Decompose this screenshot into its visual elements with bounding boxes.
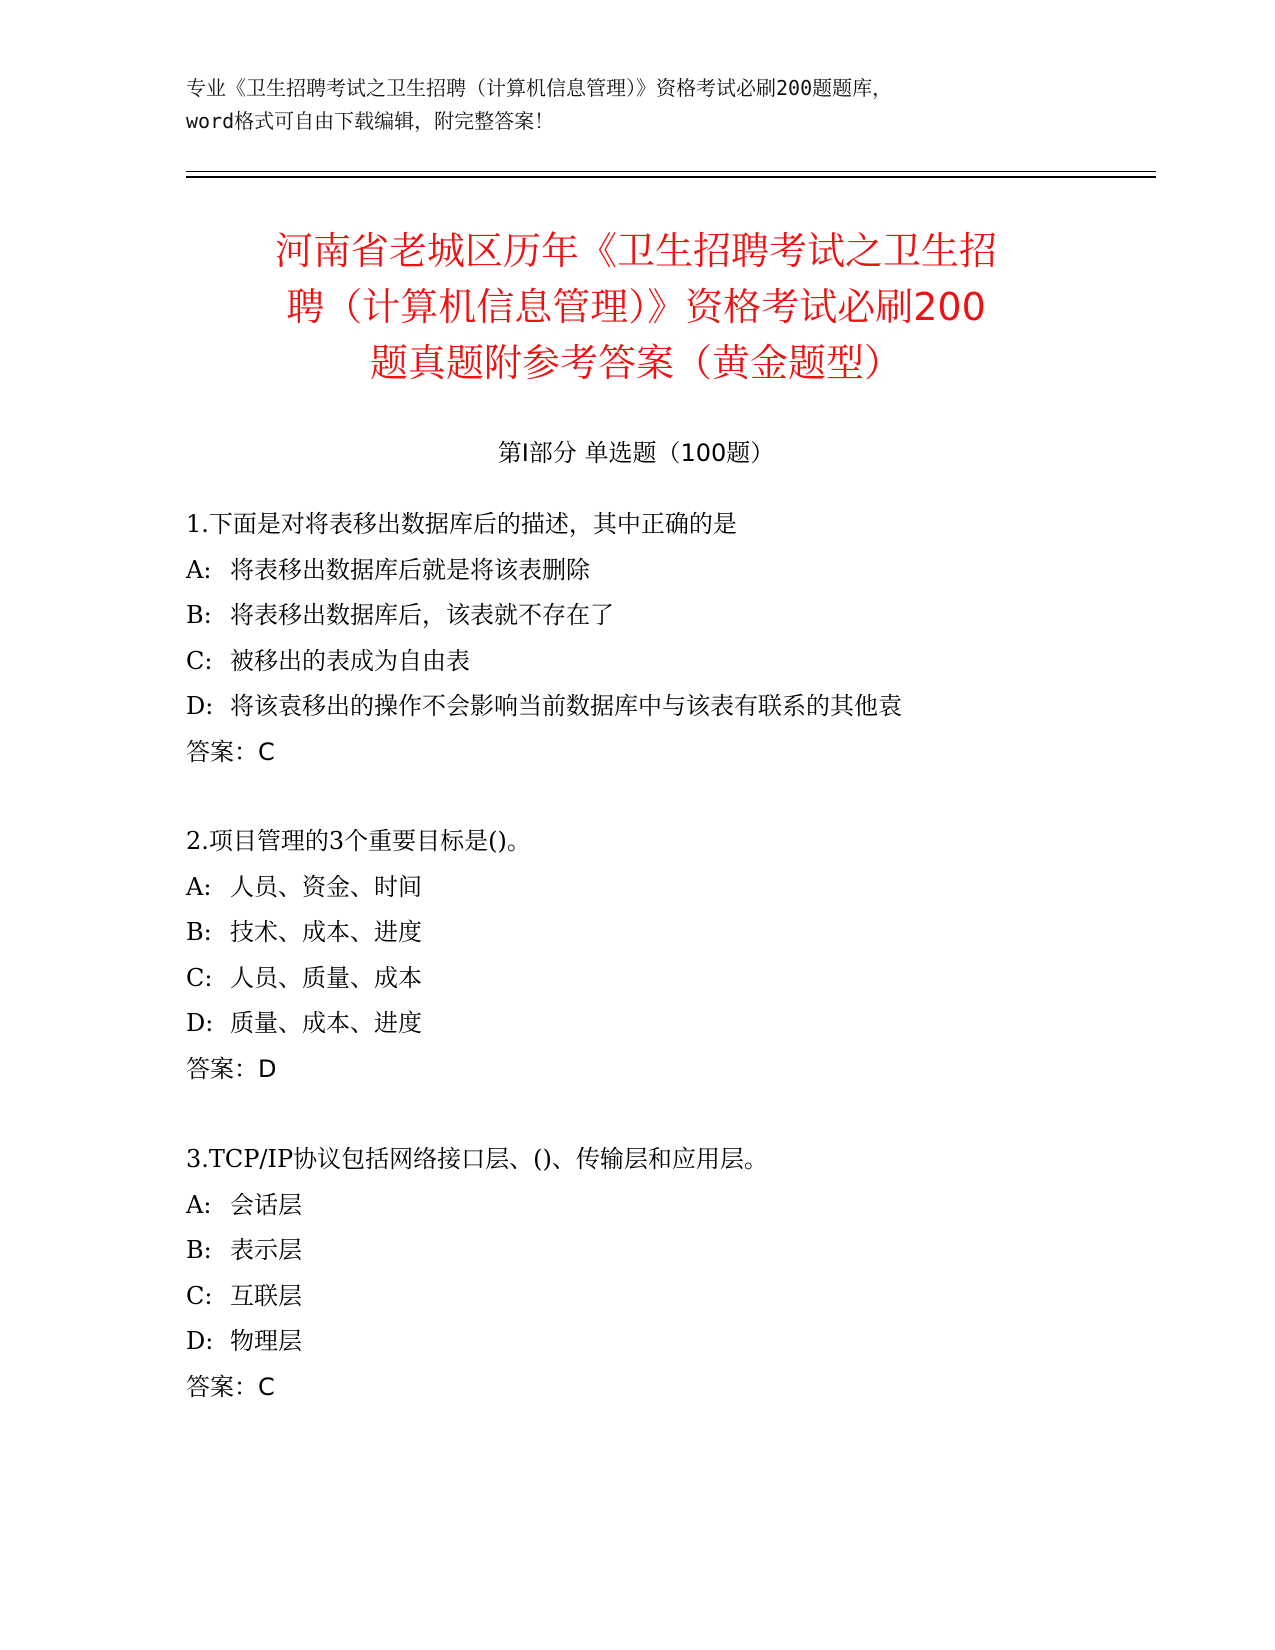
option-text: 人员、质量、成本 [230,963,422,992]
option-text: 技术、成本、进度 [230,918,422,946]
option-text: 将表移出数据库后就是将该表删除 [230,555,590,584]
option-text: 人员、资金、时间 [230,872,422,901]
option-text: 质量、成本、进度 [230,1009,422,1037]
option-text: 将该袁移出的操作不会影响当前数据库中与该表有联系的其他袁 [230,692,902,720]
option-d [186,684,1136,730]
question-2 [186,819,1136,1092]
option-key: C: [186,963,213,992]
header-note-line-2: word格式可自由下载编辑，附完整答案！ [186,109,555,133]
document-title-line-1: 河南省老城区历年《卫生招聘考试之卫生招 [274,229,997,273]
option-key: B: [186,1236,212,1264]
option-d [186,1319,1136,1365]
option-key: C: [186,646,213,675]
option-key: D: [186,1327,214,1355]
document-title-line-2: 聘（计算机信息管理）》资格考试必刷200 [286,285,986,329]
option-text: 将表移出数据库后，该表就不存在了 [230,601,614,629]
option-key: B: [186,601,212,629]
header-rule-thin [186,171,1156,172]
option-key: A: [186,555,212,584]
answer-line: 答案：C [186,737,275,766]
option-key: D: [186,1009,214,1037]
answer-line: 答案：C [186,1372,275,1401]
option-a [186,548,1136,594]
option-key: C: [186,1281,213,1310]
option-text: 会话层 [230,1190,302,1219]
option-key: A: [186,872,212,901]
option-key: D: [186,692,214,720]
option-a [186,1183,1136,1229]
option-key: A: [186,1190,212,1219]
document-title-line-3: 题真题附参考答案（黄金题型） [369,341,902,385]
question-stem: 1.下面是对将表移出数据库后的描述，其中正确的是 [186,510,737,538]
option-c [186,956,1136,1002]
question-3 [186,1137,1136,1410]
header-note [186,72,1086,138]
option-a [186,865,1136,911]
option-b [186,910,1136,956]
question-1 [186,502,1136,775]
option-text: 表示层 [230,1236,302,1264]
document-title [186,223,1086,391]
option-key: B: [186,918,212,946]
header-rule-thick [186,176,1156,178]
option-b [186,593,1136,639]
header-note-line-1: 专业《卫生招聘考试之卫生招聘（计算机信息管理）》资格考试必刷200题题库， [186,76,893,100]
option-c [186,639,1136,685]
question-stem: 3.TCP/IP协议包括网络接口层、()、传输层和应用层。 [186,1145,768,1173]
answer-line: 答案：D [186,1054,277,1083]
question-stem: 2.项目管理的3个重要目标是()。 [186,827,531,855]
option-text: 物理层 [230,1327,302,1355]
section-heading: 第I部分 单选题（100题） [497,439,775,467]
option-b [186,1228,1136,1274]
option-text: 被移出的表成为自由表 [230,646,470,675]
option-c [186,1274,1136,1320]
option-d [186,1001,1136,1047]
option-text: 互联层 [230,1281,302,1310]
